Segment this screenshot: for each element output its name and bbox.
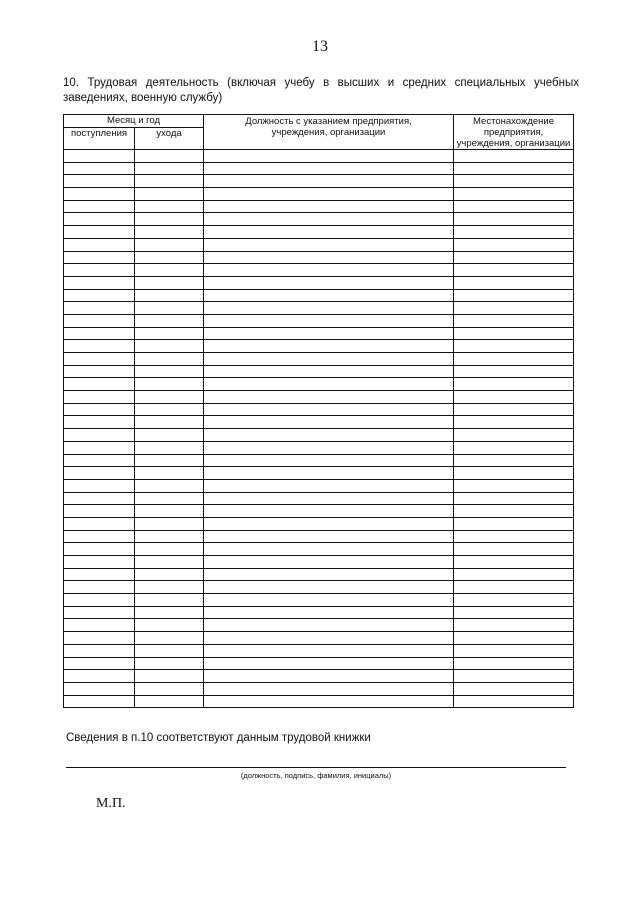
position-cell[interactable] <box>204 530 454 543</box>
entry-date-cell[interactable] <box>64 441 135 454</box>
table-row <box>64 441 574 454</box>
entry-date-cell[interactable] <box>64 467 135 480</box>
entry-date-cell[interactable] <box>64 365 135 378</box>
table-row <box>64 365 574 378</box>
header-entry: поступления <box>64 128 135 150</box>
location-cell[interactable] <box>454 441 574 454</box>
entry-date-cell[interactable] <box>64 479 135 492</box>
entry-date-cell[interactable] <box>64 568 135 581</box>
position-cell[interactable] <box>204 365 454 378</box>
position-cell[interactable] <box>204 200 454 213</box>
exit-date-cell[interactable] <box>135 682 204 695</box>
table-row <box>64 530 574 543</box>
position-cell[interactable] <box>204 276 454 289</box>
exit-date-cell[interactable] <box>135 403 204 416</box>
table-row <box>64 378 574 391</box>
entry-date-cell[interactable] <box>64 327 135 340</box>
entry-date-cell[interactable] <box>64 530 135 543</box>
entry-date-cell[interactable] <box>64 340 135 353</box>
table-row <box>64 162 574 175</box>
exit-date-cell[interactable] <box>135 162 204 175</box>
location-cell[interactable] <box>454 632 574 645</box>
entry-date-cell[interactable] <box>64 226 135 239</box>
exit-date-cell[interactable] <box>135 416 204 429</box>
entry-date-cell[interactable] <box>64 403 135 416</box>
position-cell[interactable] <box>204 594 454 607</box>
exit-date-cell[interactable] <box>135 175 204 188</box>
location-cell[interactable] <box>454 606 574 619</box>
location-cell[interactable] <box>454 353 574 366</box>
location-cell[interactable] <box>454 505 574 518</box>
position-cell[interactable] <box>204 162 454 175</box>
location-cell[interactable] <box>454 226 574 239</box>
location-cell[interactable] <box>454 644 574 657</box>
position-cell[interactable] <box>204 657 454 670</box>
position-cell[interactable] <box>204 264 454 277</box>
exit-date-cell[interactable] <box>135 695 204 708</box>
entry-date-cell[interactable] <box>64 429 135 442</box>
entry-date-cell[interactable] <box>64 454 135 467</box>
entry-date-cell[interactable] <box>64 581 135 594</box>
location-cell[interactable] <box>454 479 574 492</box>
table-row <box>64 226 574 239</box>
table-row <box>64 264 574 277</box>
confirmation-text: Сведения в п.10 соответствуют данным трудовой книжки <box>66 732 371 744</box>
table-row <box>64 657 574 670</box>
table-row <box>64 251 574 264</box>
position-cell[interactable] <box>204 378 454 391</box>
position-cell[interactable] <box>204 695 454 708</box>
exit-date-cell[interactable] <box>135 213 204 226</box>
header-exit: ухода <box>135 128 204 150</box>
position-cell[interactable] <box>204 213 454 226</box>
location-cell[interactable] <box>454 162 574 175</box>
exit-date-cell[interactable] <box>135 365 204 378</box>
table-row <box>64 479 574 492</box>
table-row <box>64 556 574 569</box>
entry-date-cell[interactable] <box>64 391 135 404</box>
exit-date-cell[interactable] <box>135 606 204 619</box>
location-cell[interactable] <box>454 556 574 569</box>
entry-date-cell[interactable] <box>64 289 135 302</box>
entry-date-cell[interactable] <box>64 200 135 213</box>
location-cell[interactable] <box>454 327 574 340</box>
exit-date-cell[interactable] <box>135 429 204 442</box>
entry-date-cell[interactable] <box>64 517 135 530</box>
table-row <box>64 619 574 632</box>
entry-date-cell[interactable] <box>64 682 135 695</box>
exit-date-cell[interactable] <box>135 467 204 480</box>
table-row <box>64 289 574 302</box>
location-cell[interactable] <box>454 302 574 315</box>
header-month-year: Месяц и год <box>64 115 204 128</box>
entry-date-cell[interactable] <box>64 670 135 683</box>
exit-date-cell[interactable] <box>135 314 204 327</box>
position-cell[interactable] <box>204 314 454 327</box>
exit-date-cell[interactable] <box>135 530 204 543</box>
position-cell[interactable] <box>204 327 454 340</box>
table-row <box>64 454 574 467</box>
exit-date-cell[interactable] <box>135 302 204 315</box>
employment-table-header <box>64 115 574 150</box>
entry-date-cell[interactable] <box>64 188 135 201</box>
location-cell[interactable] <box>454 619 574 632</box>
location-cell[interactable] <box>454 391 574 404</box>
table-row <box>64 467 574 480</box>
position-cell[interactable] <box>204 188 454 201</box>
location-cell[interactable] <box>454 365 574 378</box>
location-cell[interactable] <box>454 429 574 442</box>
location-cell[interactable] <box>454 492 574 505</box>
entry-date-cell[interactable] <box>64 251 135 264</box>
position-cell[interactable] <box>204 644 454 657</box>
location-cell[interactable] <box>454 200 574 213</box>
location-cell[interactable] <box>454 314 574 327</box>
position-cell[interactable] <box>204 454 454 467</box>
entry-date-cell[interactable] <box>64 314 135 327</box>
location-cell[interactable] <box>454 695 574 708</box>
position-cell[interactable] <box>204 479 454 492</box>
position-cell[interactable] <box>204 403 454 416</box>
table-row <box>64 543 574 556</box>
table-row <box>64 353 574 366</box>
position-cell[interactable] <box>204 353 454 366</box>
location-cell[interactable] <box>454 251 574 264</box>
position-cell[interactable] <box>204 568 454 581</box>
location-cell[interactable] <box>454 530 574 543</box>
entry-date-cell[interactable] <box>64 238 135 251</box>
location-cell[interactable] <box>454 670 574 683</box>
table-row <box>64 340 574 353</box>
table-row <box>64 581 574 594</box>
location-cell[interactable] <box>454 416 574 429</box>
entry-date-cell[interactable] <box>64 505 135 518</box>
position-cell[interactable] <box>204 251 454 264</box>
header-location: Местонахождение предприятия, учреждения, организации <box>454 115 574 150</box>
exit-date-cell[interactable] <box>135 517 204 530</box>
employment-table <box>63 114 574 708</box>
entry-date-cell[interactable] <box>64 619 135 632</box>
exit-date-cell[interactable] <box>135 581 204 594</box>
exit-date-cell[interactable] <box>135 276 204 289</box>
entry-date-cell[interactable] <box>64 695 135 708</box>
table-row <box>64 682 574 695</box>
position-cell[interactable] <box>204 581 454 594</box>
table-row <box>64 594 574 607</box>
location-cell[interactable] <box>454 213 574 226</box>
entry-date-cell[interactable] <box>64 632 135 645</box>
stamp-label: М.П. <box>96 796 126 811</box>
header-position: Должность с указанием предприятия, учреждения, организации <box>204 115 454 150</box>
entry-date-cell[interactable] <box>64 213 135 226</box>
position-cell[interactable] <box>204 670 454 683</box>
table-row <box>64 314 574 327</box>
table-row <box>64 150 574 163</box>
exit-date-cell[interactable] <box>135 644 204 657</box>
location-cell[interactable] <box>454 568 574 581</box>
entry-date-cell[interactable] <box>64 416 135 429</box>
position-cell[interactable] <box>204 441 454 454</box>
table-row <box>64 632 574 645</box>
exit-date-cell[interactable] <box>135 289 204 302</box>
location-cell[interactable] <box>454 264 574 277</box>
position-cell[interactable] <box>204 682 454 695</box>
exit-date-cell[interactable] <box>135 327 204 340</box>
location-cell[interactable] <box>454 175 574 188</box>
table-row <box>64 302 574 315</box>
exit-date-cell[interactable] <box>135 568 204 581</box>
position-cell[interactable] <box>204 492 454 505</box>
exit-date-cell[interactable] <box>135 188 204 201</box>
exit-date-cell[interactable] <box>135 657 204 670</box>
position-cell[interactable] <box>204 543 454 556</box>
page-number: 13 <box>312 38 328 55</box>
table-row <box>64 416 574 429</box>
exit-date-cell[interactable] <box>135 670 204 683</box>
position-cell[interactable] <box>204 302 454 315</box>
section-heading: 10. Трудовая деятельность (включая учебу в высших и средних специальных учебных заведениях, военную службу) <box>63 77 579 104</box>
table-row <box>64 670 574 683</box>
table-row <box>64 403 574 416</box>
exit-date-cell[interactable] <box>135 479 204 492</box>
position-cell[interactable] <box>204 340 454 353</box>
position-cell[interactable] <box>204 238 454 251</box>
exit-date-cell[interactable] <box>135 492 204 505</box>
table-row <box>64 238 574 251</box>
location-cell[interactable] <box>454 188 574 201</box>
exit-date-cell[interactable] <box>135 391 204 404</box>
table-row <box>64 175 574 188</box>
location-cell[interactable] <box>454 276 574 289</box>
table-row <box>64 391 574 404</box>
table-row <box>64 568 574 581</box>
entry-date-cell[interactable] <box>64 594 135 607</box>
entry-date-cell[interactable] <box>64 302 135 315</box>
exit-date-cell[interactable] <box>135 340 204 353</box>
location-cell[interactable] <box>454 581 574 594</box>
location-cell[interactable] <box>454 682 574 695</box>
exit-date-cell[interactable] <box>135 594 204 607</box>
exit-date-cell[interactable] <box>135 619 204 632</box>
exit-date-cell[interactable] <box>135 251 204 264</box>
exit-date-cell[interactable] <box>135 441 204 454</box>
entry-date-cell[interactable] <box>64 264 135 277</box>
table-row <box>64 200 574 213</box>
location-cell[interactable] <box>454 594 574 607</box>
entry-date-cell[interactable] <box>64 543 135 556</box>
entry-date-cell[interactable] <box>64 657 135 670</box>
position-cell[interactable] <box>204 505 454 518</box>
table-row <box>64 327 574 340</box>
exit-date-cell[interactable] <box>135 556 204 569</box>
entry-date-cell[interactable] <box>64 162 135 175</box>
exit-date-cell[interactable] <box>135 353 204 366</box>
exit-date-cell[interactable] <box>135 150 204 163</box>
entry-date-cell[interactable] <box>64 378 135 391</box>
table-row <box>64 606 574 619</box>
location-cell[interactable] <box>454 238 574 251</box>
signature-caption: (должность, подпись, фамилия, инициалы) <box>240 771 392 780</box>
position-cell[interactable] <box>204 467 454 480</box>
location-cell[interactable] <box>454 289 574 302</box>
entry-date-cell[interactable] <box>64 353 135 366</box>
position-cell[interactable] <box>204 391 454 404</box>
location-cell[interactable] <box>454 454 574 467</box>
position-cell[interactable] <box>204 517 454 530</box>
exit-date-cell[interactable] <box>135 454 204 467</box>
position-cell[interactable] <box>204 556 454 569</box>
entry-date-cell[interactable] <box>64 644 135 657</box>
entry-date-cell[interactable] <box>64 556 135 569</box>
location-cell[interactable] <box>454 378 574 391</box>
entry-date-cell[interactable] <box>64 606 135 619</box>
exit-date-cell[interactable] <box>135 226 204 239</box>
table-row <box>64 492 574 505</box>
location-cell[interactable] <box>454 150 574 163</box>
position-cell[interactable] <box>204 150 454 163</box>
table-row <box>64 695 574 708</box>
table-row <box>64 644 574 657</box>
table-row <box>64 276 574 289</box>
location-cell[interactable] <box>454 403 574 416</box>
table-row <box>64 517 574 530</box>
position-cell[interactable] <box>204 619 454 632</box>
table-row <box>64 188 574 201</box>
position-cell[interactable] <box>204 416 454 429</box>
table-row <box>64 213 574 226</box>
signature-line[interactable] <box>66 767 566 768</box>
table-row <box>64 505 574 518</box>
position-cell[interactable] <box>204 289 454 302</box>
position-cell[interactable] <box>204 606 454 619</box>
position-cell[interactable] <box>204 429 454 442</box>
exit-date-cell[interactable] <box>135 264 204 277</box>
location-cell[interactable] <box>454 543 574 556</box>
entry-date-cell[interactable] <box>64 276 135 289</box>
entry-date-cell[interactable] <box>64 150 135 163</box>
entry-date-cell[interactable] <box>64 175 135 188</box>
entry-date-cell[interactable] <box>64 492 135 505</box>
location-cell[interactable] <box>454 517 574 530</box>
location-cell[interactable] <box>454 467 574 480</box>
position-cell[interactable] <box>204 632 454 645</box>
exit-date-cell[interactable] <box>135 505 204 518</box>
exit-date-cell[interactable] <box>135 200 204 213</box>
exit-date-cell[interactable] <box>135 378 204 391</box>
exit-date-cell[interactable] <box>135 238 204 251</box>
table-row <box>64 429 574 442</box>
location-cell[interactable] <box>454 340 574 353</box>
exit-date-cell[interactable] <box>135 543 204 556</box>
employment-table-body <box>64 150 574 708</box>
location-cell[interactable] <box>454 657 574 670</box>
position-cell[interactable] <box>204 226 454 239</box>
exit-date-cell[interactable] <box>135 632 204 645</box>
position-cell[interactable] <box>204 175 454 188</box>
